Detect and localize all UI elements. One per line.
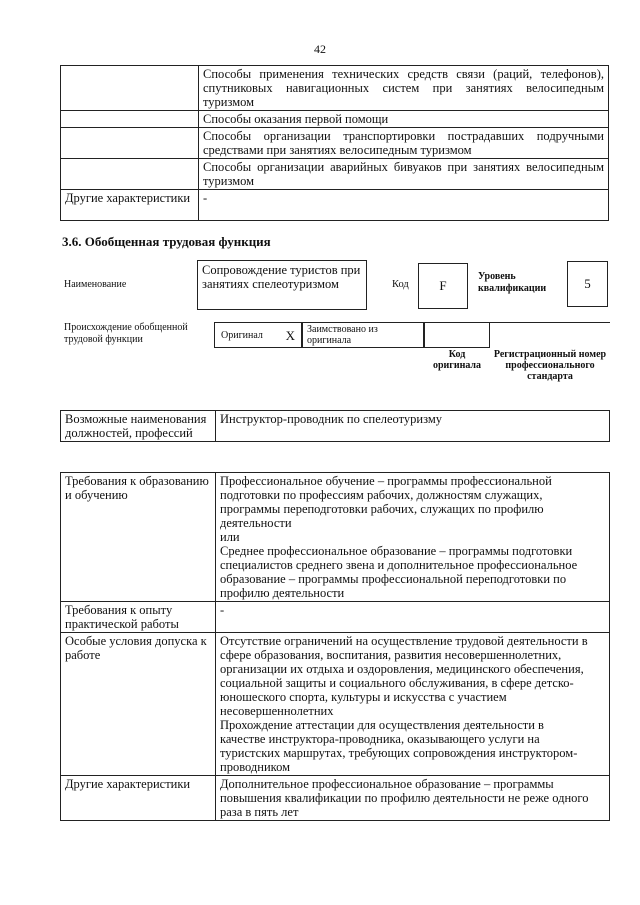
level-label: Уровень квалификации bbox=[478, 271, 547, 294]
knowledge-table bbox=[60, 65, 609, 221]
table-cell-right: Способы оказания первой помощи bbox=[199, 111, 609, 128]
table-row bbox=[61, 190, 609, 221]
code-original-cell bbox=[424, 322, 490, 348]
req-line: подготовки по профессиям рабочих, должностям служащих, bbox=[220, 488, 543, 502]
table-cell-left bbox=[61, 128, 199, 159]
table-row bbox=[61, 111, 609, 128]
table-row bbox=[61, 411, 610, 442]
req-value bbox=[216, 602, 610, 633]
req-line: несовершеннолетних bbox=[220, 704, 334, 718]
req-line: или bbox=[220, 530, 240, 544]
req-value bbox=[216, 473, 610, 602]
req-line: туристских маршрутах, требующих сопровождения инструктором- bbox=[220, 746, 578, 760]
original-mark: X bbox=[285, 328, 295, 343]
req-line: Среднее профессиональное образование – программы подготовки bbox=[220, 544, 573, 558]
table-cell-left bbox=[61, 66, 199, 111]
req-line: деятельности bbox=[220, 516, 292, 530]
section-title: 3.6. Обобщенная трудовая функция bbox=[62, 234, 271, 249]
req-line: Прохождение аттестации для осуществления деятельности в bbox=[220, 718, 544, 732]
table-cell-right: Способы применения технических средств связи (раций, телефонов), спутниковых навигационных систем при занятиях велосипедным туризмом bbox=[199, 66, 609, 111]
req-line: программы переподготовки рабочих, служащих по профилю bbox=[220, 502, 544, 516]
req-line: профилю деятельности bbox=[220, 586, 345, 600]
positions-value: Инструктор-проводник по спелеотуризму bbox=[216, 411, 610, 442]
req-label: Особые условия допуска к работе bbox=[61, 633, 216, 776]
borrowed-cell: Заимствовано из оригинала bbox=[302, 322, 424, 348]
table-cell-right: Способы организации транспортировки пострадавших подручными средствами при занятиях велосипедным туризмом bbox=[199, 128, 609, 159]
table-row bbox=[61, 633, 610, 776]
positions-label: Возможные наименования должностей, профессий bbox=[61, 411, 216, 442]
table-row bbox=[61, 159, 609, 190]
req-label: Требования к опыту практической работы bbox=[61, 602, 216, 633]
table-cell-right: - bbox=[199, 190, 609, 221]
req-line: Дополнительное профессиональное образование – программы bbox=[220, 777, 554, 791]
req-value bbox=[216, 633, 610, 776]
req-line: - bbox=[220, 603, 225, 617]
table-cell-left: Другие характеристики bbox=[61, 190, 199, 221]
req-value bbox=[216, 776, 610, 821]
table-row bbox=[61, 776, 610, 821]
original-label: Оригинал bbox=[221, 329, 263, 341]
table-row bbox=[61, 128, 609, 159]
original-cell bbox=[214, 322, 302, 348]
req-line: раза в пять лет bbox=[220, 805, 299, 819]
table-cell-left bbox=[61, 111, 199, 128]
req-line: специалистов среднего звена и дополнительное профессиональное bbox=[220, 558, 578, 572]
req-line: Отсутствие ограничений на осуществление трудовой деятельности в bbox=[220, 634, 588, 648]
reg-number-label: Регистрационный номер профессионального стандарта bbox=[493, 349, 607, 382]
req-line: образование – программы профессиональной переподготовки по bbox=[220, 572, 567, 586]
name-label: Наименование bbox=[64, 279, 127, 290]
req-line: проводником bbox=[220, 760, 290, 774]
code-original-label: Код оригинала bbox=[432, 349, 482, 371]
level-box: 5 bbox=[567, 261, 608, 307]
table-cell-left bbox=[61, 159, 199, 190]
code-label: Код bbox=[392, 279, 409, 290]
page-number: 42 bbox=[314, 42, 326, 56]
origin-label: Происхождение обобщенной трудовой функции bbox=[64, 322, 188, 345]
table-row bbox=[61, 66, 609, 111]
req-label: Другие характеристики bbox=[61, 776, 216, 821]
positions-table bbox=[60, 410, 610, 442]
req-line: сфере образования, воспитания, развития несовершеннолетних, bbox=[220, 648, 562, 662]
req-line: юношеского спорта, культуры и искусства с участием bbox=[220, 690, 507, 704]
code-box: F bbox=[418, 263, 468, 309]
requirements-table bbox=[60, 472, 610, 821]
table-row bbox=[61, 602, 610, 633]
reg-number-cell bbox=[490, 322, 610, 349]
req-line: Профессиональное обучение – программы профессиональной bbox=[220, 474, 552, 488]
req-line: повышения квалификации по профилю деятельности не реже одного bbox=[220, 791, 589, 805]
req-line: качестве инструктора-проводника, оказывающего услуги на bbox=[220, 732, 540, 746]
req-line: социальной защиты и социального обслуживания, в сфере детско- bbox=[220, 676, 574, 690]
req-line: организации их отдыха и оздоровления, медицинского обеспечения, bbox=[220, 662, 584, 676]
req-label: Требования к образованию и обучению bbox=[61, 473, 216, 602]
table-row bbox=[61, 473, 610, 602]
function-name-box: Сопровождение туристов при занятиях спелеотуризмом bbox=[197, 260, 367, 310]
table-cell-right: Способы организации аварийных бивуаков при занятиях велосипедным туризмом bbox=[199, 159, 609, 190]
